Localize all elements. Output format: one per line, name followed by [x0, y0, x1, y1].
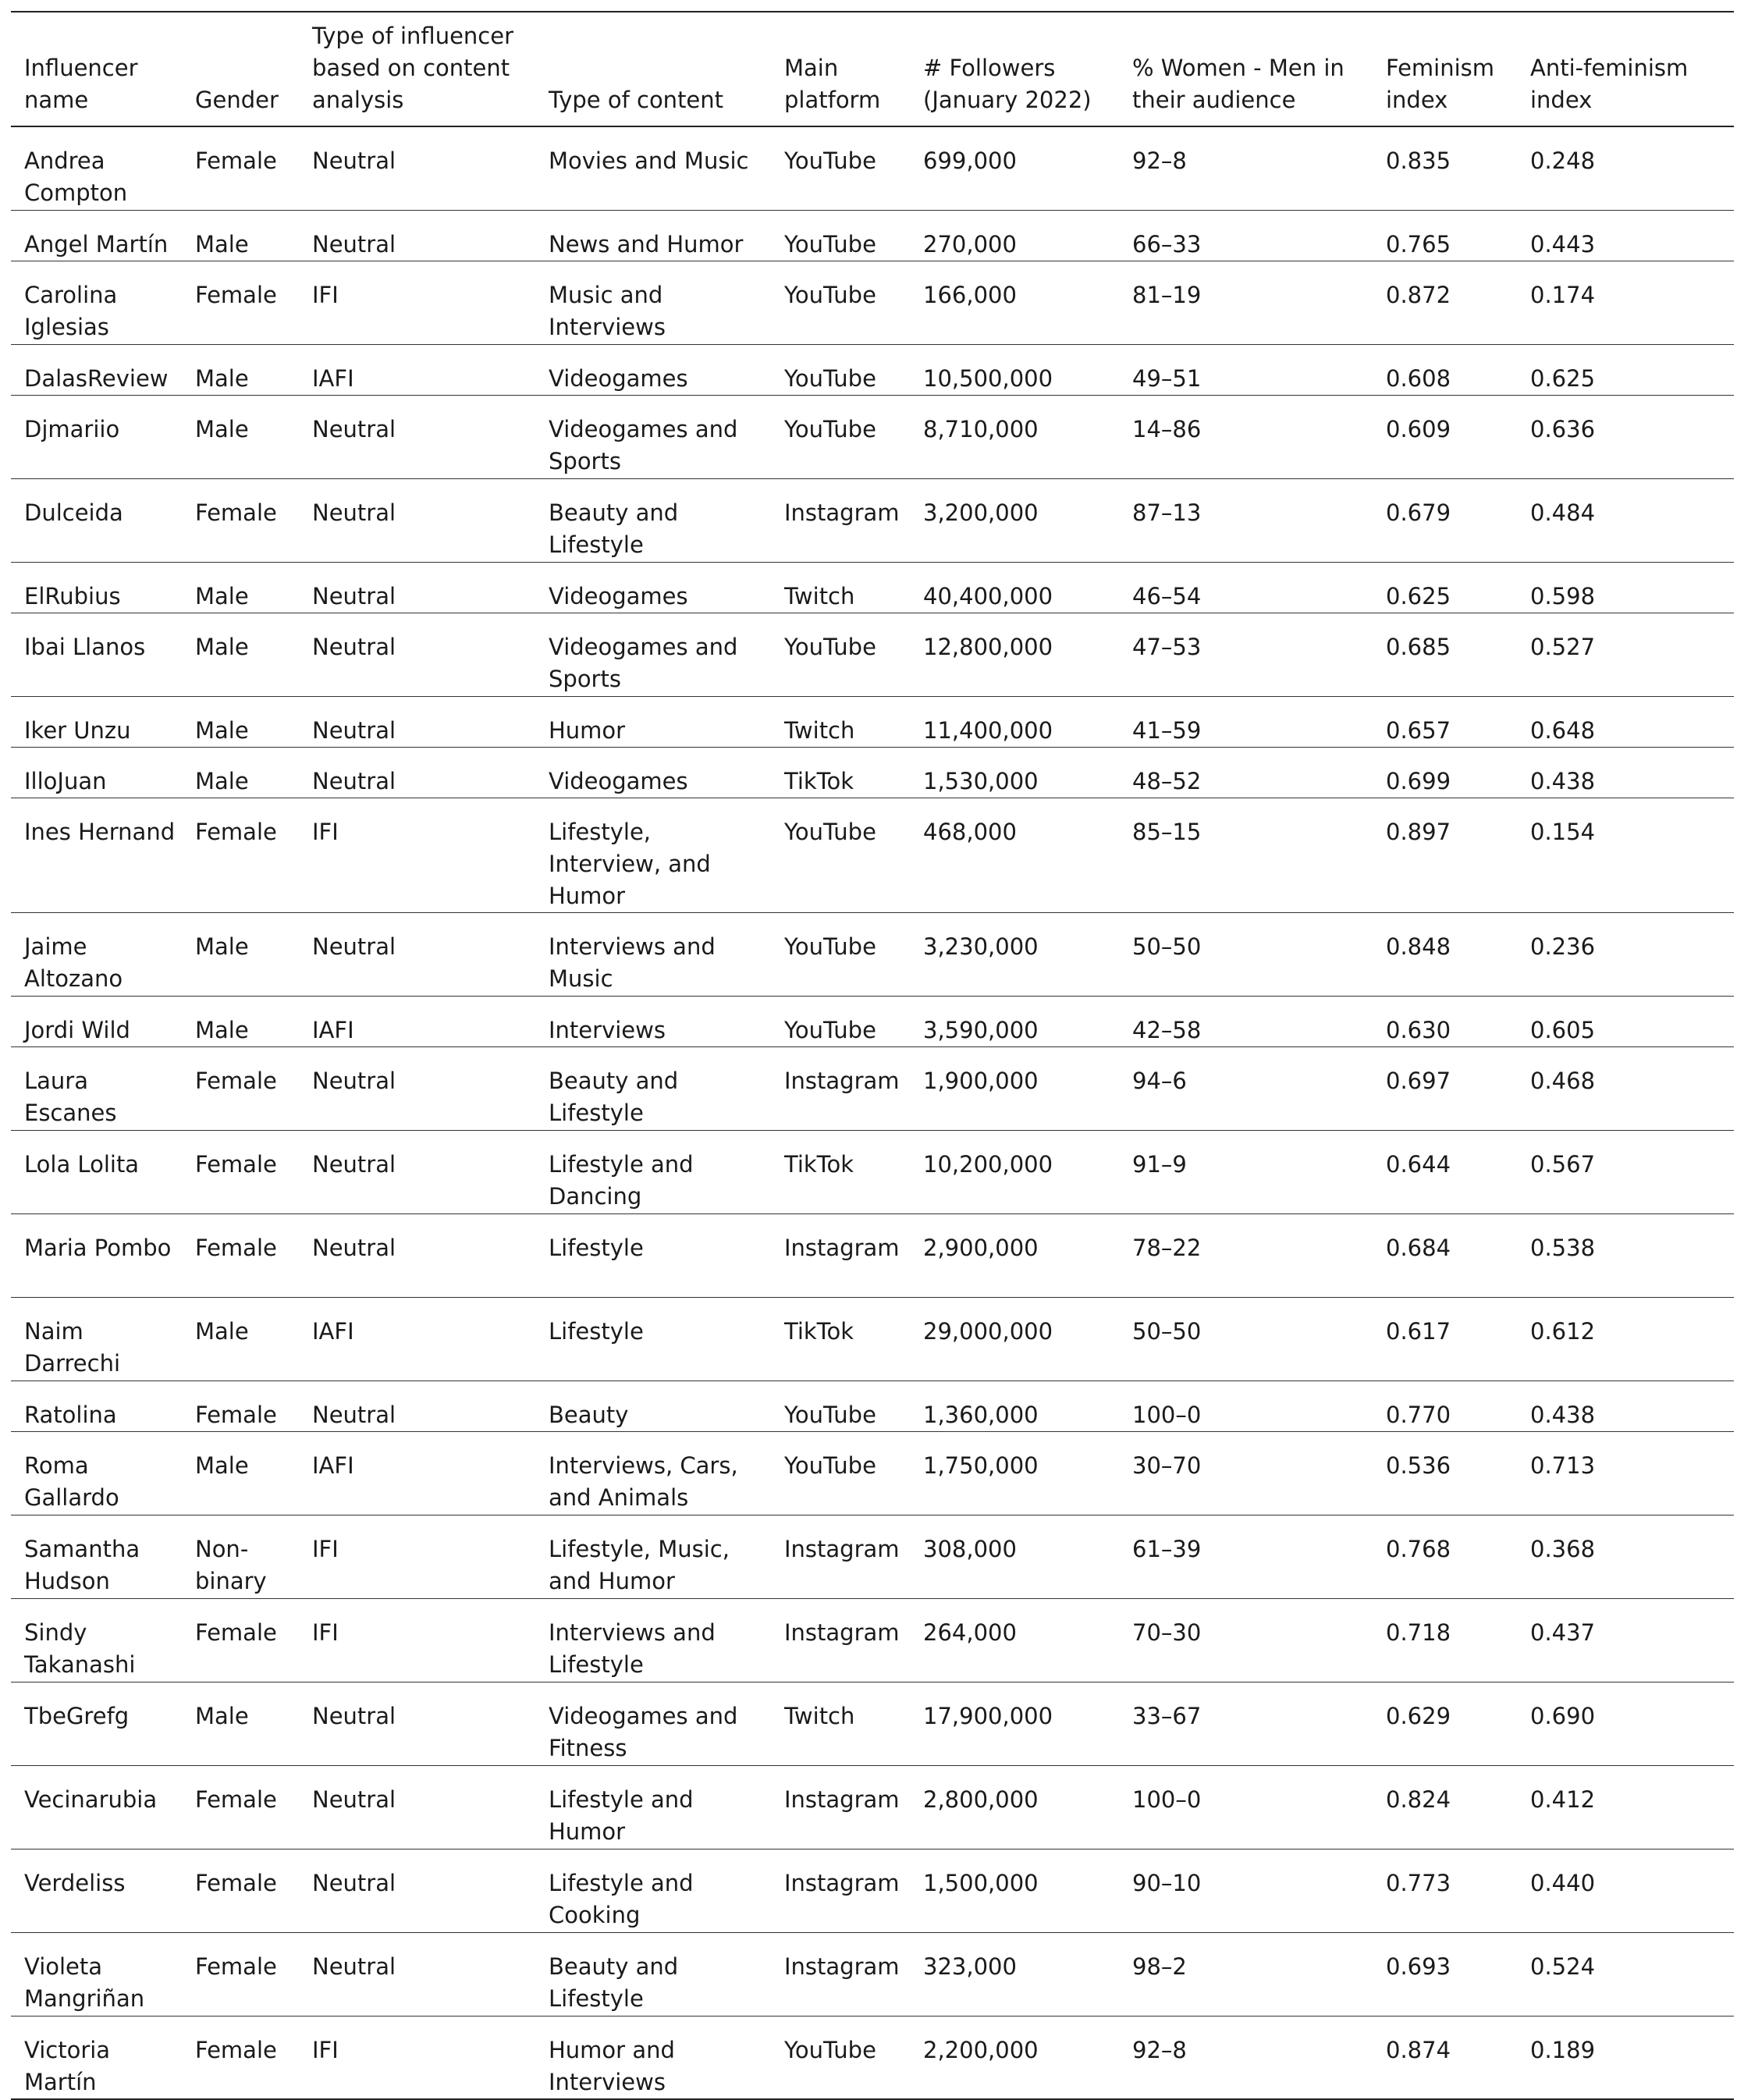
cell-influencer-type: Neutral: [299, 1765, 535, 1849]
header-anti-feminism-index: Anti-feminism index: [1517, 12, 1734, 126]
table-row: [11, 478, 1734, 562]
cell-gender: Female: [182, 798, 299, 912]
cell-gender: Male: [182, 1297, 299, 1380]
cell-influencer-name: Maria Pombo: [11, 1213, 182, 1297]
cell-feminism-index: 0.679: [1373, 478, 1517, 562]
cell-anti-feminism-index: 0.636: [1517, 395, 1734, 478]
header-main-platform: Main platform: [771, 12, 910, 126]
table-header: [11, 12, 1734, 126]
cell-influencer-name: Jordi Wild: [11, 996, 182, 1046]
table-row: [11, 1765, 1734, 1849]
cell-anti-feminism-index: 0.189: [1517, 2016, 1734, 2099]
cell-influencer-type: Neutral: [299, 210, 535, 261]
cell-anti-feminism-index: 0.648: [1517, 696, 1734, 747]
cell-influencer-type: Neutral: [299, 1046, 535, 1130]
cell-influencer-type: Neutral: [299, 747, 535, 798]
cell-gender: Non-binary: [182, 1515, 299, 1598]
table-row: [11, 747, 1734, 798]
cell-audience-ratio: 92–8: [1119, 2016, 1373, 2099]
cell-main-platform: YouTube: [771, 344, 910, 395]
cell-main-platform: Twitch: [771, 696, 910, 747]
cell-gender: Male: [182, 696, 299, 747]
header-audience-ratio: % Women - Men in their audience: [1119, 12, 1373, 126]
table-body: [11, 126, 1734, 2099]
cell-influencer-name: Naim Darrechi: [11, 1297, 182, 1380]
cell-influencer-type: Neutral: [299, 912, 535, 996]
cell-anti-feminism-index: 0.524: [1517, 1932, 1734, 2016]
cell-main-platform: YouTube: [771, 261, 910, 344]
cell-followers: 166,000: [910, 261, 1119, 344]
cell-audience-ratio: 70–30: [1119, 1598, 1373, 1682]
cell-content-type: Beauty: [535, 1380, 771, 1431]
cell-influencer-name: Ibai Llanos: [11, 613, 182, 696]
cell-feminism-index: 0.617: [1373, 1297, 1517, 1380]
cell-followers: 308,000: [910, 1515, 1119, 1598]
cell-main-platform: YouTube: [771, 210, 910, 261]
header-gender: Gender: [182, 12, 299, 126]
cell-feminism-index: 0.824: [1373, 1765, 1517, 1849]
table-row: [11, 996, 1734, 1046]
cell-feminism-index: 0.874: [1373, 2016, 1517, 2099]
cell-influencer-name: Verdeliss: [11, 1849, 182, 1932]
cell-main-platform: YouTube: [771, 126, 910, 210]
cell-anti-feminism-index: 0.248: [1517, 126, 1734, 210]
table-row: [11, 798, 1734, 912]
cell-gender: Female: [182, 2016, 299, 2099]
cell-anti-feminism-index: 0.484: [1517, 478, 1734, 562]
cell-feminism-index: 0.697: [1373, 1046, 1517, 1130]
cell-audience-ratio: 61–39: [1119, 1515, 1373, 1598]
cell-audience-ratio: 87–13: [1119, 478, 1373, 562]
cell-followers: 1,500,000: [910, 1849, 1119, 1932]
cell-influencer-type: IAFI: [299, 1431, 535, 1515]
cell-followers: 2,200,000: [910, 2016, 1119, 2099]
cell-audience-ratio: 78–22: [1119, 1213, 1373, 1297]
cell-influencer-name: Vecinarubia: [11, 1765, 182, 1849]
cell-gender: Male: [182, 562, 299, 613]
cell-feminism-index: 0.693: [1373, 1932, 1517, 2016]
cell-influencer-name: Sindy Takanashi: [11, 1598, 182, 1682]
cell-gender: Male: [182, 912, 299, 996]
cell-feminism-index: 0.897: [1373, 798, 1517, 912]
cell-anti-feminism-index: 0.440: [1517, 1849, 1734, 1932]
cell-followers: 699,000: [910, 126, 1119, 210]
header-followers: # Followers (January 2022): [910, 12, 1119, 126]
cell-followers: 3,590,000: [910, 996, 1119, 1046]
cell-gender: Male: [182, 395, 299, 478]
cell-audience-ratio: 98–2: [1119, 1932, 1373, 2016]
cell-content-type: Videogames and Fitness: [535, 1682, 771, 1765]
cell-content-type: Videogames: [535, 747, 771, 798]
cell-influencer-type: Neutral: [299, 1682, 535, 1765]
table-row: [11, 395, 1734, 478]
table-row: [11, 1849, 1734, 1932]
cell-influencer-name: ElRubius: [11, 562, 182, 613]
header-influencer-type: Type of influencer based on content analysis: [299, 12, 535, 126]
cell-audience-ratio: 90–10: [1119, 1849, 1373, 1932]
table-row: [11, 1297, 1734, 1380]
cell-main-platform: Instagram: [771, 1046, 910, 1130]
cell-content-type: Videogames and Sports: [535, 613, 771, 696]
cell-feminism-index: 0.625: [1373, 562, 1517, 613]
cell-main-platform: YouTube: [771, 912, 910, 996]
cell-followers: 323,000: [910, 1932, 1119, 2016]
cell-anti-feminism-index: 0.625: [1517, 344, 1734, 395]
cell-anti-feminism-index: 0.527: [1517, 613, 1734, 696]
cell-followers: 2,900,000: [910, 1213, 1119, 1297]
cell-gender: Male: [182, 1431, 299, 1515]
cell-content-type: Beauty and Lifestyle: [535, 1046, 771, 1130]
cell-followers: 1,360,000: [910, 1380, 1119, 1431]
cell-main-platform: Instagram: [771, 1932, 910, 2016]
table-row: [11, 126, 1734, 210]
cell-influencer-name: TbeGrefg: [11, 1682, 182, 1765]
cell-followers: 8,710,000: [910, 395, 1119, 478]
cell-audience-ratio: 46–54: [1119, 562, 1373, 613]
cell-anti-feminism-index: 0.236: [1517, 912, 1734, 996]
header-content-type: Type of content: [535, 12, 771, 126]
cell-main-platform: TikTok: [771, 747, 910, 798]
cell-feminism-index: 0.629: [1373, 1682, 1517, 1765]
cell-audience-ratio: 94–6: [1119, 1046, 1373, 1130]
table-row: [11, 1380, 1734, 1431]
cell-gender: Female: [182, 126, 299, 210]
cell-feminism-index: 0.835: [1373, 126, 1517, 210]
cell-audience-ratio: 100–0: [1119, 1380, 1373, 1431]
table-row: [11, 562, 1734, 613]
cell-followers: 2,800,000: [910, 1765, 1119, 1849]
cell-influencer-type: Neutral: [299, 696, 535, 747]
cell-content-type: Interviews and Music: [535, 912, 771, 996]
cell-anti-feminism-index: 0.538: [1517, 1213, 1734, 1297]
cell-influencer-name: Laura Escanes: [11, 1046, 182, 1130]
cell-content-type: Lifestyle: [535, 1213, 771, 1297]
cell-audience-ratio: 49–51: [1119, 344, 1373, 395]
cell-influencer-name: Ines Hernand: [11, 798, 182, 912]
cell-feminism-index: 0.718: [1373, 1598, 1517, 1682]
cell-influencer-name: Carolina Iglesias: [11, 261, 182, 344]
cell-main-platform: YouTube: [771, 1380, 910, 1431]
cell-gender: Female: [182, 1380, 299, 1431]
cell-feminism-index: 0.848: [1373, 912, 1517, 996]
cell-gender: Female: [182, 1213, 299, 1297]
table-row: [11, 261, 1734, 344]
cell-gender: Male: [182, 344, 299, 395]
cell-influencer-type: Neutral: [299, 1380, 535, 1431]
header-influencer-name: Influencer name: [11, 12, 182, 126]
influencer-table: [11, 11, 1734, 2100]
cell-followers: 270,000: [910, 210, 1119, 261]
cell-anti-feminism-index: 0.605: [1517, 996, 1734, 1046]
table-row: [11, 210, 1734, 261]
table-row: [11, 1431, 1734, 1515]
cell-audience-ratio: 66–33: [1119, 210, 1373, 261]
cell-followers: 3,200,000: [910, 478, 1119, 562]
cell-influencer-type: IFI: [299, 1598, 535, 1682]
cell-followers: 1,530,000: [910, 747, 1119, 798]
cell-content-type: Interviews and Lifestyle: [535, 1598, 771, 1682]
cell-followers: 10,500,000: [910, 344, 1119, 395]
cell-main-platform: YouTube: [771, 1431, 910, 1515]
cell-audience-ratio: 33–67: [1119, 1682, 1373, 1765]
cell-audience-ratio: 48–52: [1119, 747, 1373, 798]
cell-influencer-name: Dulceida: [11, 478, 182, 562]
cell-influencer-name: Djmariio: [11, 395, 182, 478]
cell-anti-feminism-index: 0.713: [1517, 1431, 1734, 1515]
cell-anti-feminism-index: 0.438: [1517, 747, 1734, 798]
cell-anti-feminism-index: 0.368: [1517, 1515, 1734, 1598]
cell-influencer-type: Neutral: [299, 1849, 535, 1932]
cell-feminism-index: 0.608: [1373, 344, 1517, 395]
cell-main-platform: Twitch: [771, 562, 910, 613]
cell-influencer-name: Violeta Mangriñan: [11, 1932, 182, 2016]
table-row: [11, 613, 1734, 696]
cell-anti-feminism-index: 0.690: [1517, 1682, 1734, 1765]
cell-audience-ratio: 42–58: [1119, 996, 1373, 1046]
cell-feminism-index: 0.699: [1373, 747, 1517, 798]
cell-followers: 264,000: [910, 1598, 1119, 1682]
cell-audience-ratio: 14–86: [1119, 395, 1373, 478]
cell-feminism-index: 0.773: [1373, 1849, 1517, 1932]
cell-followers: 1,900,000: [910, 1046, 1119, 1130]
cell-content-type: News and Humor: [535, 210, 771, 261]
cell-influencer-name: Jaime Altozano: [11, 912, 182, 996]
cell-feminism-index: 0.872: [1373, 261, 1517, 344]
cell-audience-ratio: 85–15: [1119, 798, 1373, 912]
cell-influencer-type: IFI: [299, 798, 535, 912]
cell-anti-feminism-index: 0.468: [1517, 1046, 1734, 1130]
cell-main-platform: TikTok: [771, 1297, 910, 1380]
cell-main-platform: Instagram: [771, 1213, 910, 1297]
cell-followers: 12,800,000: [910, 613, 1119, 696]
cell-anti-feminism-index: 0.598: [1517, 562, 1734, 613]
cell-influencer-name: Ratolina: [11, 1380, 182, 1431]
cell-audience-ratio: 47–53: [1119, 613, 1373, 696]
cell-feminism-index: 0.644: [1373, 1130, 1517, 1213]
cell-followers: 1,750,000: [910, 1431, 1119, 1515]
cell-feminism-index: 0.630: [1373, 996, 1517, 1046]
cell-influencer-type: IFI: [299, 1515, 535, 1598]
cell-gender: Female: [182, 1765, 299, 1849]
cell-gender: Male: [182, 747, 299, 798]
cell-influencer-type: Neutral: [299, 1932, 535, 2016]
table-row: [11, 1046, 1734, 1130]
cell-anti-feminism-index: 0.154: [1517, 798, 1734, 912]
cell-followers: 40,400,000: [910, 562, 1119, 613]
cell-followers: 468,000: [910, 798, 1119, 912]
table-row: [11, 696, 1734, 747]
cell-audience-ratio: 30–70: [1119, 1431, 1373, 1515]
cell-content-type: Lifestyle, Music, and Humor: [535, 1515, 771, 1598]
cell-influencer-type: Neutral: [299, 562, 535, 613]
cell-influencer-type: Neutral: [299, 395, 535, 478]
cell-feminism-index: 0.657: [1373, 696, 1517, 747]
cell-influencer-name: Victoria Martín: [11, 2016, 182, 2099]
cell-content-type: Lifestyle, Interview, and Humor: [535, 798, 771, 912]
cell-content-type: Music and Interviews: [535, 261, 771, 344]
header-row: [11, 12, 1734, 126]
cell-gender: Female: [182, 1932, 299, 2016]
cell-influencer-type: IFI: [299, 261, 535, 344]
cell-gender: Male: [182, 1682, 299, 1765]
cell-influencer-type: Neutral: [299, 478, 535, 562]
cell-anti-feminism-index: 0.412: [1517, 1765, 1734, 1849]
table-row: [11, 344, 1734, 395]
cell-feminism-index: 0.765: [1373, 210, 1517, 261]
cell-gender: Male: [182, 996, 299, 1046]
cell-audience-ratio: 100–0: [1119, 1765, 1373, 1849]
cell-content-type: Interviews, Cars, and Animals: [535, 1431, 771, 1515]
cell-content-type: Videogames: [535, 344, 771, 395]
cell-influencer-type: IFI: [299, 2016, 535, 2099]
cell-main-platform: YouTube: [771, 798, 910, 912]
cell-gender: Female: [182, 478, 299, 562]
cell-feminism-index: 0.609: [1373, 395, 1517, 478]
cell-feminism-index: 0.770: [1373, 1380, 1517, 1431]
cell-anti-feminism-index: 0.567: [1517, 1130, 1734, 1213]
cell-audience-ratio: 91–9: [1119, 1130, 1373, 1213]
cell-main-platform: YouTube: [771, 2016, 910, 2099]
cell-content-type: Lifestyle and Cooking: [535, 1849, 771, 1932]
cell-content-type: Videogames and Sports: [535, 395, 771, 478]
cell-influencer-name: Samantha Hudson: [11, 1515, 182, 1598]
cell-influencer-name: Andrea Compton: [11, 126, 182, 210]
cell-gender: Female: [182, 261, 299, 344]
cell-main-platform: YouTube: [771, 395, 910, 478]
cell-gender: Female: [182, 1849, 299, 1932]
table-row: [11, 1932, 1734, 2016]
cell-main-platform: Instagram: [771, 1765, 910, 1849]
cell-gender: Female: [182, 1046, 299, 1130]
cell-content-type: Lifestyle and Dancing: [535, 1130, 771, 1213]
table-row: [11, 912, 1734, 996]
table-row: [11, 1682, 1734, 1765]
cell-main-platform: Instagram: [771, 1515, 910, 1598]
cell-anti-feminism-index: 0.437: [1517, 1598, 1734, 1682]
cell-content-type: Lifestyle: [535, 1297, 771, 1380]
table-row: [11, 2016, 1734, 2099]
cell-audience-ratio: 50–50: [1119, 1297, 1373, 1380]
cell-influencer-type: IAFI: [299, 996, 535, 1046]
cell-followers: 29,000,000: [910, 1297, 1119, 1380]
cell-content-type: Videogames: [535, 562, 771, 613]
cell-gender: Male: [182, 613, 299, 696]
cell-influencer-name: DalasReview: [11, 344, 182, 395]
cell-influencer-type: Neutral: [299, 613, 535, 696]
cell-followers: 3,230,000: [910, 912, 1119, 996]
cell-feminism-index: 0.536: [1373, 1431, 1517, 1515]
cell-influencer-name: Roma Gallardo: [11, 1431, 182, 1515]
cell-audience-ratio: 50–50: [1119, 912, 1373, 996]
cell-content-type: Lifestyle and Humor: [535, 1765, 771, 1849]
cell-influencer-name: Angel Martín: [11, 210, 182, 261]
cell-content-type: Beauty and Lifestyle: [535, 1932, 771, 2016]
cell-main-platform: Twitch: [771, 1682, 910, 1765]
cell-main-platform: YouTube: [771, 613, 910, 696]
header-feminism-index: Feminism index: [1373, 12, 1517, 126]
cell-main-platform: Instagram: [771, 1598, 910, 1682]
cell-content-type: Humor and Interviews: [535, 2016, 771, 2099]
cell-audience-ratio: 41–59: [1119, 696, 1373, 747]
cell-content-type: Humor: [535, 696, 771, 747]
cell-content-type: Interviews: [535, 996, 771, 1046]
cell-influencer-type: Neutral: [299, 126, 535, 210]
cell-content-type: Movies and Music: [535, 126, 771, 210]
cell-influencer-type: IAFI: [299, 1297, 535, 1380]
cell-anti-feminism-index: 0.438: [1517, 1380, 1734, 1431]
cell-gender: Female: [182, 1130, 299, 1213]
cell-followers: 10,200,000: [910, 1130, 1119, 1213]
cell-influencer-type: Neutral: [299, 1130, 535, 1213]
cell-influencer-name: IlloJuan: [11, 747, 182, 798]
cell-main-platform: TikTok: [771, 1130, 910, 1213]
cell-influencer-name: Lola Lolita: [11, 1130, 182, 1213]
cell-main-platform: Instagram: [771, 1849, 910, 1932]
cell-gender: Male: [182, 210, 299, 261]
cell-followers: 11,400,000: [910, 696, 1119, 747]
cell-anti-feminism-index: 0.174: [1517, 261, 1734, 344]
cell-content-type: Beauty and Lifestyle: [535, 478, 771, 562]
cell-influencer-type: IAFI: [299, 344, 535, 395]
table-row: [11, 1130, 1734, 1213]
table-row: [11, 1515, 1734, 1598]
table-row: [11, 1213, 1734, 1297]
cell-main-platform: Instagram: [771, 478, 910, 562]
cell-influencer-name: Iker Unzu: [11, 696, 182, 747]
cell-anti-feminism-index: 0.443: [1517, 210, 1734, 261]
cell-main-platform: YouTube: [771, 996, 910, 1046]
cell-feminism-index: 0.684: [1373, 1213, 1517, 1297]
cell-anti-feminism-index: 0.612: [1517, 1297, 1734, 1380]
cell-audience-ratio: 81–19: [1119, 261, 1373, 344]
table-row: [11, 1598, 1734, 1682]
cell-gender: Female: [182, 1598, 299, 1682]
cell-feminism-index: 0.685: [1373, 613, 1517, 696]
cell-feminism-index: 0.768: [1373, 1515, 1517, 1598]
cell-followers: 17,900,000: [910, 1682, 1119, 1765]
cell-audience-ratio: 92–8: [1119, 126, 1373, 210]
cell-influencer-type: Neutral: [299, 1213, 535, 1297]
